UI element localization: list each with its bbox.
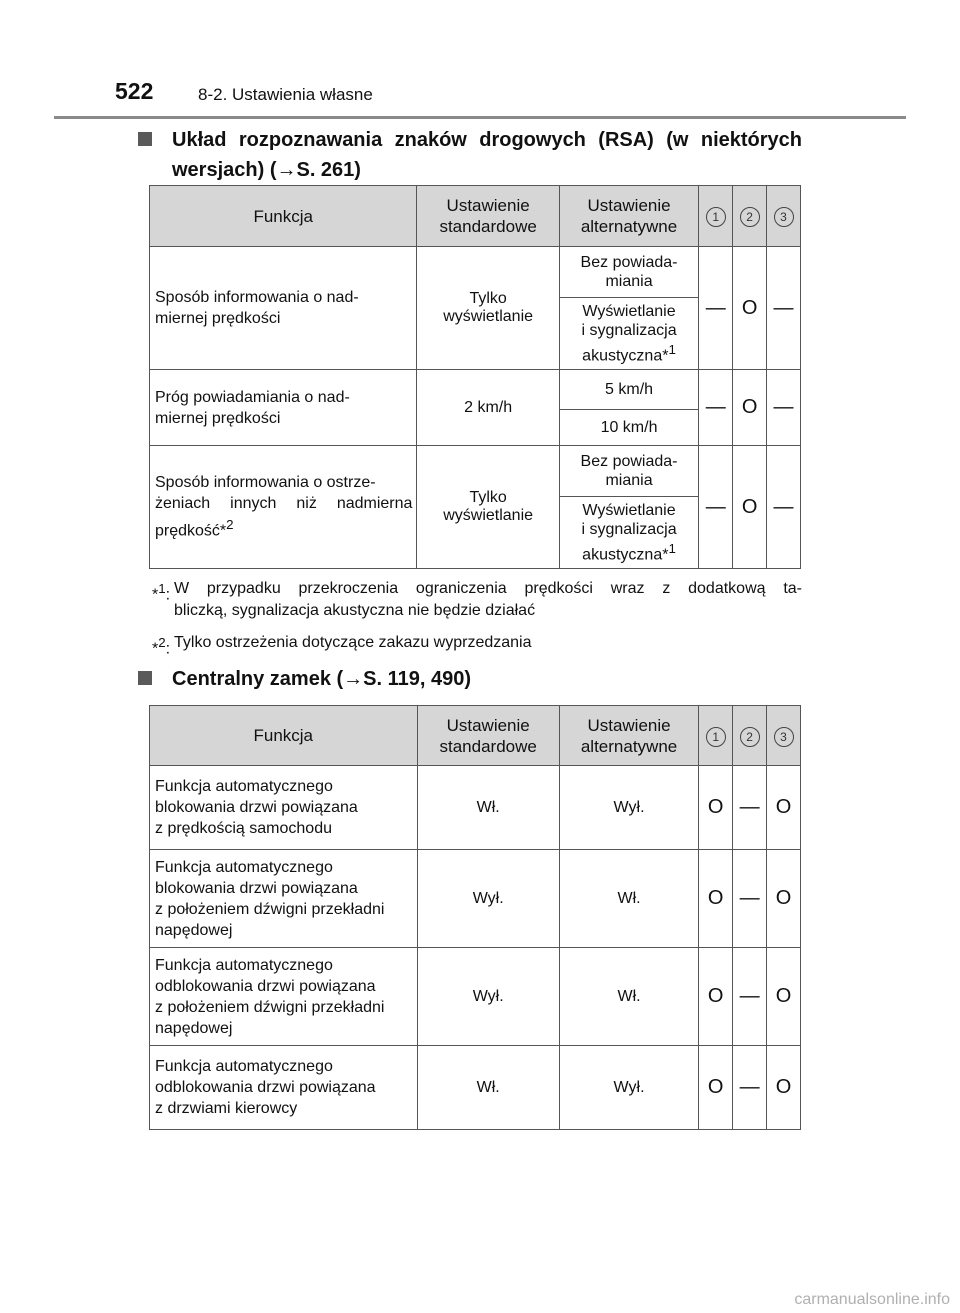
col-1 [699,706,733,766]
table-header-row [150,186,801,247]
function-cell: Sposób informowania o nad- miernej prędkości [150,247,417,370]
page-number: 522 [115,78,154,104]
standard-cell: Wył. [417,850,559,948]
table-row [150,766,801,850]
mark-cell: O [767,766,801,850]
function-cell: Funkcja automatycznego blokowania drzwi powiązana z położeniem dźwigni przekładni napędowej [150,850,418,948]
table-row [150,1046,801,1130]
function-cell: Funkcja automatycznego odblokowania drzwi powiązana z położeniem dźwigni przekładni napędowej [150,948,418,1046]
alternative-cell: Wyświetlanie i sygnalizacja akustyczna*$^1$ [559,497,698,569]
table-header-row [150,706,801,766]
mark-cell: — [733,766,767,850]
mark-cell: O [733,247,767,370]
mark-cell: O [767,850,801,948]
mark-cell: — [733,850,767,948]
standard-cell: Wł. [417,1046,559,1130]
standard-cell: Tylko wyświetlanie [417,247,559,370]
col-alternative: Ustawienie alternatywne [559,706,698,766]
circled-2-icon: 2 [740,727,760,747]
table-row [150,850,801,948]
mark-cell: — [699,446,733,569]
mark-cell: O [699,766,733,850]
table-row [150,446,801,497]
alternative-cell: Wł. [559,850,698,948]
function-cell: Funkcja automatycznego blokowania drzwi powiązana z prędkością samochodu [150,766,418,850]
page-header [0,0,960,120]
circled-1-icon: 1 [706,207,726,227]
col-3 [767,706,801,766]
mark-cell: O [733,446,767,569]
mark-cell: — [767,247,801,370]
mark-cell: — [733,1046,767,1130]
standard-cell: 2 km/h [417,370,559,446]
function-cell: Funkcja automatycznego odblokowania drzwi powiązana z drzwiami kierowcy [150,1046,418,1130]
function-cell: Sposób informowania o ostrze- żeniach innych niż nadmierna prędkość*$^2$ [150,446,417,569]
standard-cell: Tylko wyświetlanie [417,446,559,569]
mark-cell: O [699,948,733,1046]
alternative-cell: Wył. [559,1046,698,1130]
circled-3-icon: 3 [774,207,794,227]
alternative-cell: Wyświetlanie i sygnalizacja akustyczna*$^1$ [559,298,698,370]
col-3 [767,186,801,247]
standard-cell: Wył. [417,948,559,1046]
table-row [150,948,801,1046]
alternative-cell: Wł. [559,948,698,1046]
col-2 [733,186,767,247]
col-funkcja: Funkcja [150,186,417,247]
circled-2-icon: 2 [740,207,760,227]
alternative-cell: Bez powiada- miania [559,446,698,497]
alternative-cell: Wył. [559,766,698,850]
col-1 [699,186,733,247]
col-standard: Ustawienie standardowe [417,186,559,247]
header-rule [54,116,906,119]
mark-cell: — [767,370,801,446]
square-bullet-icon [138,671,152,685]
mark-cell: — [767,446,801,569]
alternative-cell: 5 km/h [559,370,698,410]
mark-cell: — [699,370,733,446]
table-row [150,370,801,410]
mark-cell: O [767,948,801,1046]
table-row [150,247,801,298]
mark-cell: O [699,1046,733,1130]
col-alternative: Ustawienie alternatywne [559,186,698,247]
central-lock-table [149,705,801,1130]
footnotes [152,578,802,664]
mark-cell: O [767,1046,801,1130]
alternative-cell: 10 km/h [559,410,698,446]
mark-cell: O [699,850,733,948]
watermark: carmanualsonline.info [794,1291,950,1308]
footnote-1: *$^1$: W przypadku przekroczenia ograniczenia prędkości wraz z dodatkową ta- bliczką, sygnalizacja akustyczna nie będzie działać [152,580,802,619]
alternative-cell: Bez powiada- miania [559,247,698,298]
circled-3-icon: 3 [774,727,794,747]
central-lock-heading: Centralny zamek (→S. 119, 490) [152,664,802,694]
function-cell: Próg powiadamiania o nad- miernej prędkości [150,370,417,446]
col-standard: Ustawienie standardowe [417,706,559,766]
footnote-2: *$^2$: Tylko ostrzeżenia dotyczące zakazu wyprzedzania [152,634,532,658]
circled-1-icon: 1 [706,727,726,747]
square-bullet-icon [138,132,152,146]
col-funkcja: Funkcja [150,706,418,766]
mark-cell: O [733,370,767,446]
mark-cell: — [699,247,733,370]
mark-cell: — [733,948,767,1046]
section-title: 8-2. Ustawienia własne [198,85,373,104]
rsa-settings-table [149,185,801,569]
standard-cell: Wł. [417,766,559,850]
rsa-heading: Układ rozpoznawania znaków drogowych (RSA) (w niektórych wersjach) (→S. 261) [152,125,802,185]
col-2 [733,706,767,766]
